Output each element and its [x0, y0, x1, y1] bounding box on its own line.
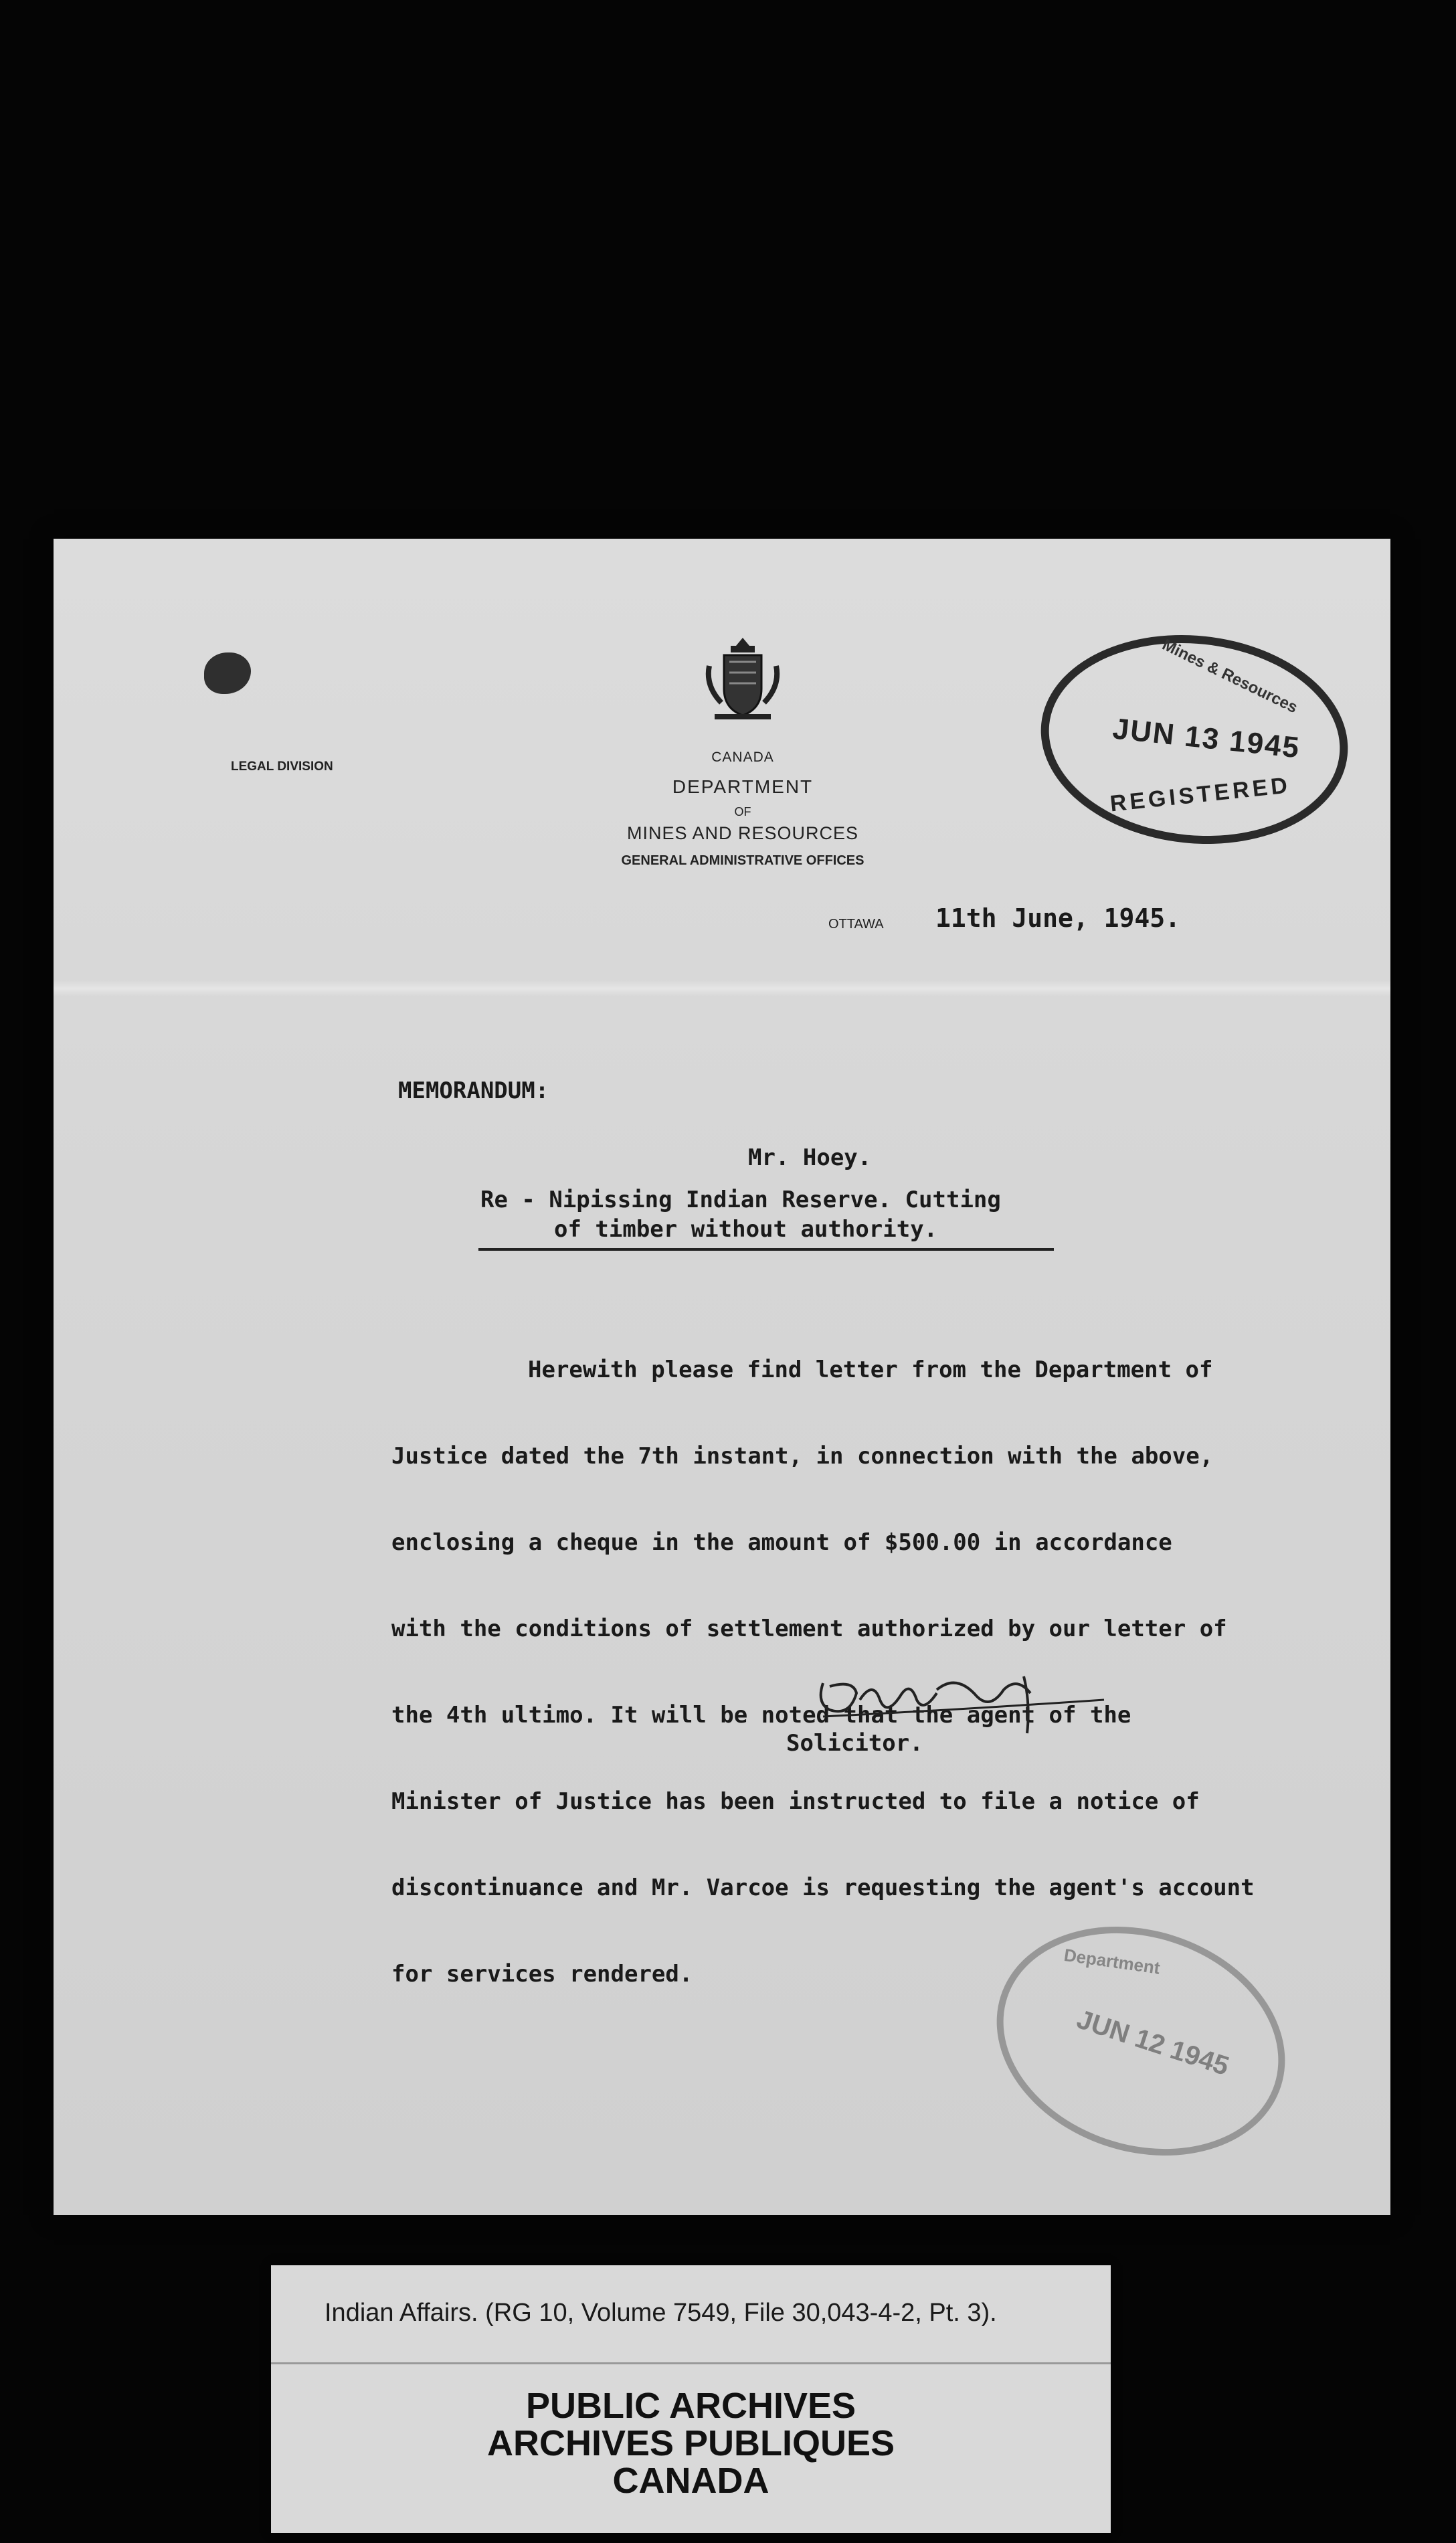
signature: [803, 1663, 1124, 1737]
signature-title: Solicitor.: [786, 1730, 923, 1757]
letterhead-of: OF: [734, 805, 751, 818]
document-page: [54, 539, 1390, 2215]
body-line: Minister of Justice has been instructed to file a notice of: [391, 1788, 1200, 1815]
place-label: OTTAWA: [828, 917, 884, 932]
legal-division-label: LEGAL DIVISION: [231, 760, 333, 774]
letterhead-general-offices: GENERAL ADMINISTRATIVE OFFICES: [621, 853, 864, 868]
ink-blot: [204, 652, 251, 694]
registered-stamp-bottom: REGISTERED: [1109, 772, 1292, 817]
registered-stamp-date: JUN 13 1945: [1111, 712, 1302, 765]
subject-line-1: Re - Nipissing Indian Reserve. Cutting: [480, 1187, 1001, 1213]
body-line: for services rendered.: [391, 1961, 693, 1988]
received-stamp-date: JUN 12 1945: [1073, 2004, 1233, 2082]
memo-heading: MEMORANDUM:: [398, 1077, 549, 1104]
paper-fold: [54, 980, 1390, 996]
archive-label: [271, 2265, 1111, 2533]
received-stamp-ring: Department: [1063, 1944, 1162, 1978]
label-divider: [271, 2362, 1111, 2364]
archive-name-en: PUBLIC ARCHIVES: [525, 2386, 856, 2426]
letter-date: 11th June, 1945.: [935, 903, 1181, 933]
coat-of-arms-icon: [696, 632, 790, 726]
memo-recipient: Mr. Hoey.: [748, 1144, 872, 1171]
archive-country: CANADA: [612, 2461, 769, 2501]
registered-stamp-top: Mines & Resources: [1159, 635, 1301, 717]
body-line: with the conditions of settlement authorized by our letter of: [391, 1615, 1227, 1642]
body-line: enclosing a cheque in the amount of $500.00 in accordance: [391, 1529, 1172, 1556]
body-line: the 4th ultimo. It will be noted that the agent of the: [391, 1702, 1131, 1729]
body-line: Justice dated the 7th instant, in connection with the above,: [391, 1443, 1214, 1470]
body-line: discontinuance and Mr. Varcoe is requesting the agent's account: [391, 1874, 1255, 1901]
archive-name-fr: ARCHIVES PUBLIQUES: [486, 2423, 895, 2463]
subject-underline: [478, 1248, 1054, 1251]
letterhead-department: DEPARTMENT: [672, 776, 814, 797]
registered-stamp: [1030, 620, 1358, 859]
archive-reference: Indian Affairs. (RG 10, Volume 7549, File 30,043-4-2, Pt. 3).: [325, 2299, 997, 2327]
letterhead-mines-resources: MINES AND RESOURCES: [626, 823, 859, 843]
body-line: Herewith please find letter from the Department of: [528, 1356, 1213, 1383]
subject-line-2: of timber without authority.: [554, 1216, 938, 1243]
letterhead-canada: CANADA: [711, 750, 774, 765]
